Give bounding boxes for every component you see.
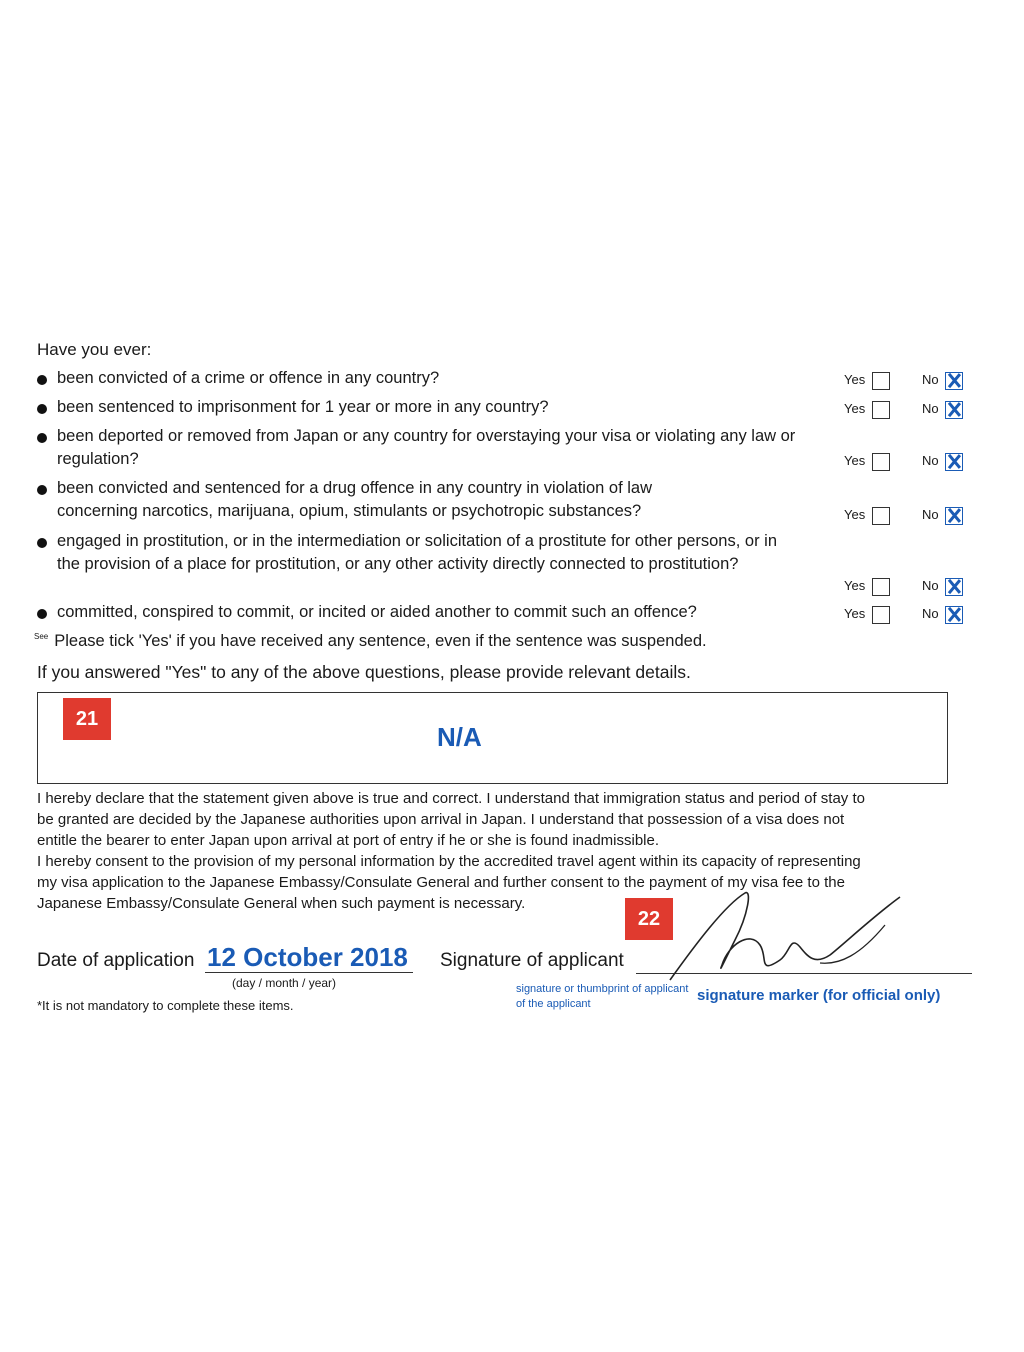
no-checkbox-checked[interactable] [945, 401, 963, 419]
no-label: No [922, 606, 939, 621]
signature-marker-note: signature marker (for official only) [697, 987, 941, 1004]
bullet-icon [37, 433, 47, 443]
note-mark: See [34, 632, 49, 641]
bullet-icon [37, 609, 47, 619]
question-row [37, 530, 777, 576]
no-checkbox-checked[interactable] [945, 578, 963, 596]
note-text: Please tick 'Yes' if you have received any sentence, even if the sentence was suspended. [54, 632, 707, 650]
question-text: committed, conspired to commit, or incited or aided another to commit such an offence? [57, 603, 697, 621]
yes-checkbox[interactable] [872, 401, 890, 419]
step-marker-22: 22 [625, 898, 673, 940]
yes-checkbox[interactable] [872, 372, 890, 390]
signature-image[interactable] [640, 885, 910, 985]
question-row [37, 601, 817, 624]
no-label: No [922, 507, 939, 522]
no-checkbox-checked[interactable] [945, 372, 963, 390]
yes-label: Yes [844, 372, 866, 387]
declaration-line: be granted are decided by the Japanese authorities upon arrival in Japan. I understand that possession of a visa does not [37, 811, 845, 828]
no-label: No [922, 372, 939, 387]
bullet-icon [37, 375, 47, 385]
question-row [37, 425, 797, 471]
date-format-hint: (day / month / year) [232, 976, 337, 990]
yes-label: Yes [844, 578, 866, 593]
details-field[interactable] [37, 692, 948, 784]
no-label: No [922, 401, 939, 416]
yes-label: Yes [844, 453, 866, 468]
declaration-line: I hereby declare that the statement given above is true and correct. I understand that immigration status and period of stay to [37, 790, 865, 807]
declaration-line: Japanese Embassy/Consulate General when such payment is necessary. [37, 895, 526, 912]
no-checkbox-checked[interactable] [945, 453, 963, 471]
declaration-line: entitle the bearer to enter Japan upon arrival at port of entry if he or she is found inadmissible. [37, 832, 660, 849]
question-row [37, 396, 817, 419]
step-marker-21: 21 [63, 698, 111, 740]
yes-label: Yes [844, 507, 866, 522]
bullet-icon [37, 538, 47, 548]
question-text: been convicted of a crime or offence in any country? [57, 369, 440, 387]
details-value: N/A [437, 722, 482, 752]
date-label: Date of application [37, 950, 195, 971]
declaration-line: my visa application to the Japanese Embassy/Consulate General and further consent to the payment of my visa fee to the [37, 874, 845, 891]
footnote: *It is not mandatory to complete these items. [37, 998, 294, 1013]
question-row [37, 367, 817, 390]
yes-label: Yes [844, 401, 866, 416]
date-underline [205, 972, 413, 973]
signature-label: Signature of applicant [440, 950, 624, 971]
question-row [37, 477, 737, 523]
question-text: been convicted and sentenced for a drug offence in any country in violation of law concerning narcotics, marijuana, opium, stimulants or psychotropic substances? [57, 479, 652, 520]
bullet-icon [37, 404, 47, 414]
question-text: engaged in prostitution, or in the intermediation or solicitation of a prostitute for other persons, or in the provision of a place for prostitution, or any other activity directly connected to prostitution? [57, 532, 777, 573]
yes-checkbox[interactable] [872, 578, 890, 596]
yes-checkbox[interactable] [872, 606, 890, 624]
date-field[interactable]: 12 October 2018 [207, 942, 408, 972]
signature-hint-line: of the applicant [516, 998, 591, 1010]
yes-label: Yes [844, 606, 866, 621]
signature-hint [516, 982, 688, 1012]
bullet-icon [37, 485, 47, 495]
declaration-line: I hereby consent to the provision of my personal information by the accredited travel agent within its capacity of representing [37, 853, 861, 870]
yes-checkbox[interactable] [872, 453, 890, 471]
question-text: been sentenced to imprisonment for 1 year or more in any country? [57, 398, 549, 416]
yes-checkbox[interactable] [872, 507, 890, 525]
section-heading: Have you ever: [37, 340, 152, 359]
signature-hint-line: signature or thumbprint of applicant [516, 983, 689, 995]
no-label: No [922, 453, 939, 468]
no-label: No [922, 578, 939, 593]
no-checkbox-checked[interactable] [945, 606, 963, 624]
suspended-sentence-note [34, 632, 707, 651]
no-checkbox-checked[interactable] [945, 507, 963, 525]
question-text: been deported or removed from Japan or any country for overstaying your visa or violating any law or regulation? [57, 427, 796, 468]
details-instruction: If you answered "Yes" to any of the above questions, please provide relevant details. [37, 662, 691, 682]
